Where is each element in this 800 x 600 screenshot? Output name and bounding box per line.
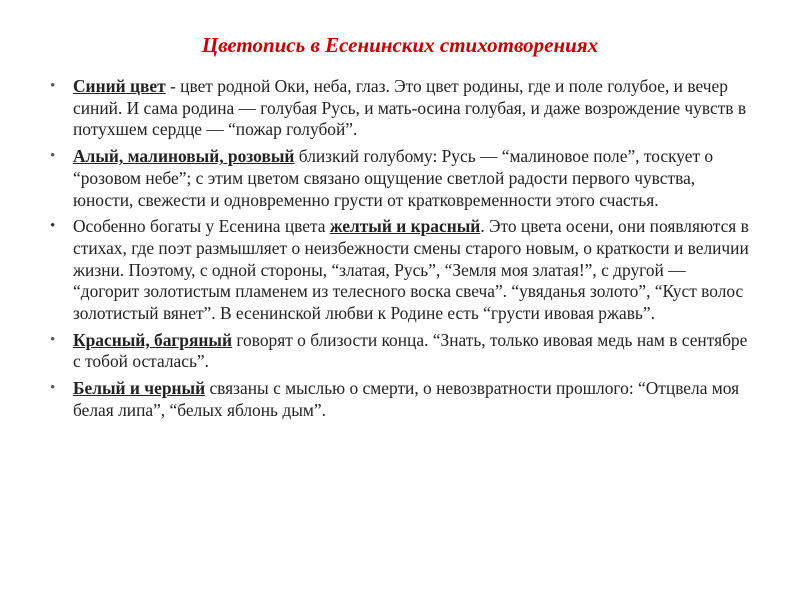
bullet-dot-icon: • bbox=[50, 148, 56, 165]
slide-title: Цветопись в Есенинских стихотворениях bbox=[201, 33, 599, 57]
bullet-text: близкий голубому: Русь — “малиновое поле”, тоскует о “розовом небе”; с этим цветом связано ощущение светлой радости первого чувства, юности, свежести и одновременно грусти от кратковременности этого счастья. bbox=[73, 146, 714, 210]
bullet-item-red bbox=[50, 330, 750, 373]
bullet-dot-icon: • bbox=[50, 380, 56, 397]
bullet-text-before: Особенно богаты у Есенина цвета bbox=[73, 216, 330, 237]
color-keyword: Синий цвет bbox=[73, 76, 166, 96]
bullet-item-white-black bbox=[50, 378, 750, 421]
bullet-dot-icon: • bbox=[50, 218, 56, 235]
bullet-item-yellow-red bbox=[50, 216, 750, 325]
color-keyword: Белый и черный bbox=[73, 378, 206, 399]
bullet-text: . Это цвета осени, они появляются в стихах, где поэт размышляет о неизбежности смены старого новым, о краткости и величии жизни. Поэтому, с одной стороны, “златая, Русь”, “Земля моя златая!”, с другой — “догорит золотистым пламенем из телесного воска свеча”. “увяданья золото”, “Куст волос золотистый вянет”. В есенинской любви к Родине есть “грусти ивовая ржавь”. bbox=[73, 216, 749, 324]
bullet-dot-icon: • bbox=[50, 331, 56, 348]
color-keyword: Алый, малиновый, розовый bbox=[73, 146, 295, 167]
bullet-text: - цвет родной Оки, неба, глаз. Это цвет родины, где и поле голубое, и вечер синий. И сама родина — голубая Русь, и мать-осина голубая, и даже возрождение чувств в потухшем сердце — “пожар голубой”. bbox=[73, 76, 747, 140]
bullet-text: связаны с мыслью о смерти, о невозвратности прошлого: “Отцвела моя белая липа”, “белых яблонь дым”. bbox=[73, 378, 740, 420]
bullet-dot-icon: • bbox=[50, 78, 56, 94]
bullet-list bbox=[50, 76, 750, 427]
color-keyword: Красный, багряный bbox=[73, 329, 232, 350]
color-keyword: желтый и красный bbox=[329, 216, 481, 237]
bullet-item-crimson bbox=[50, 146, 750, 211]
bullet-text: говорят о близости конца. “Знать, только ивовая медь нам в сентябре с тобой осталась”. bbox=[73, 329, 748, 372]
bullet-item-blue bbox=[50, 76, 750, 141]
